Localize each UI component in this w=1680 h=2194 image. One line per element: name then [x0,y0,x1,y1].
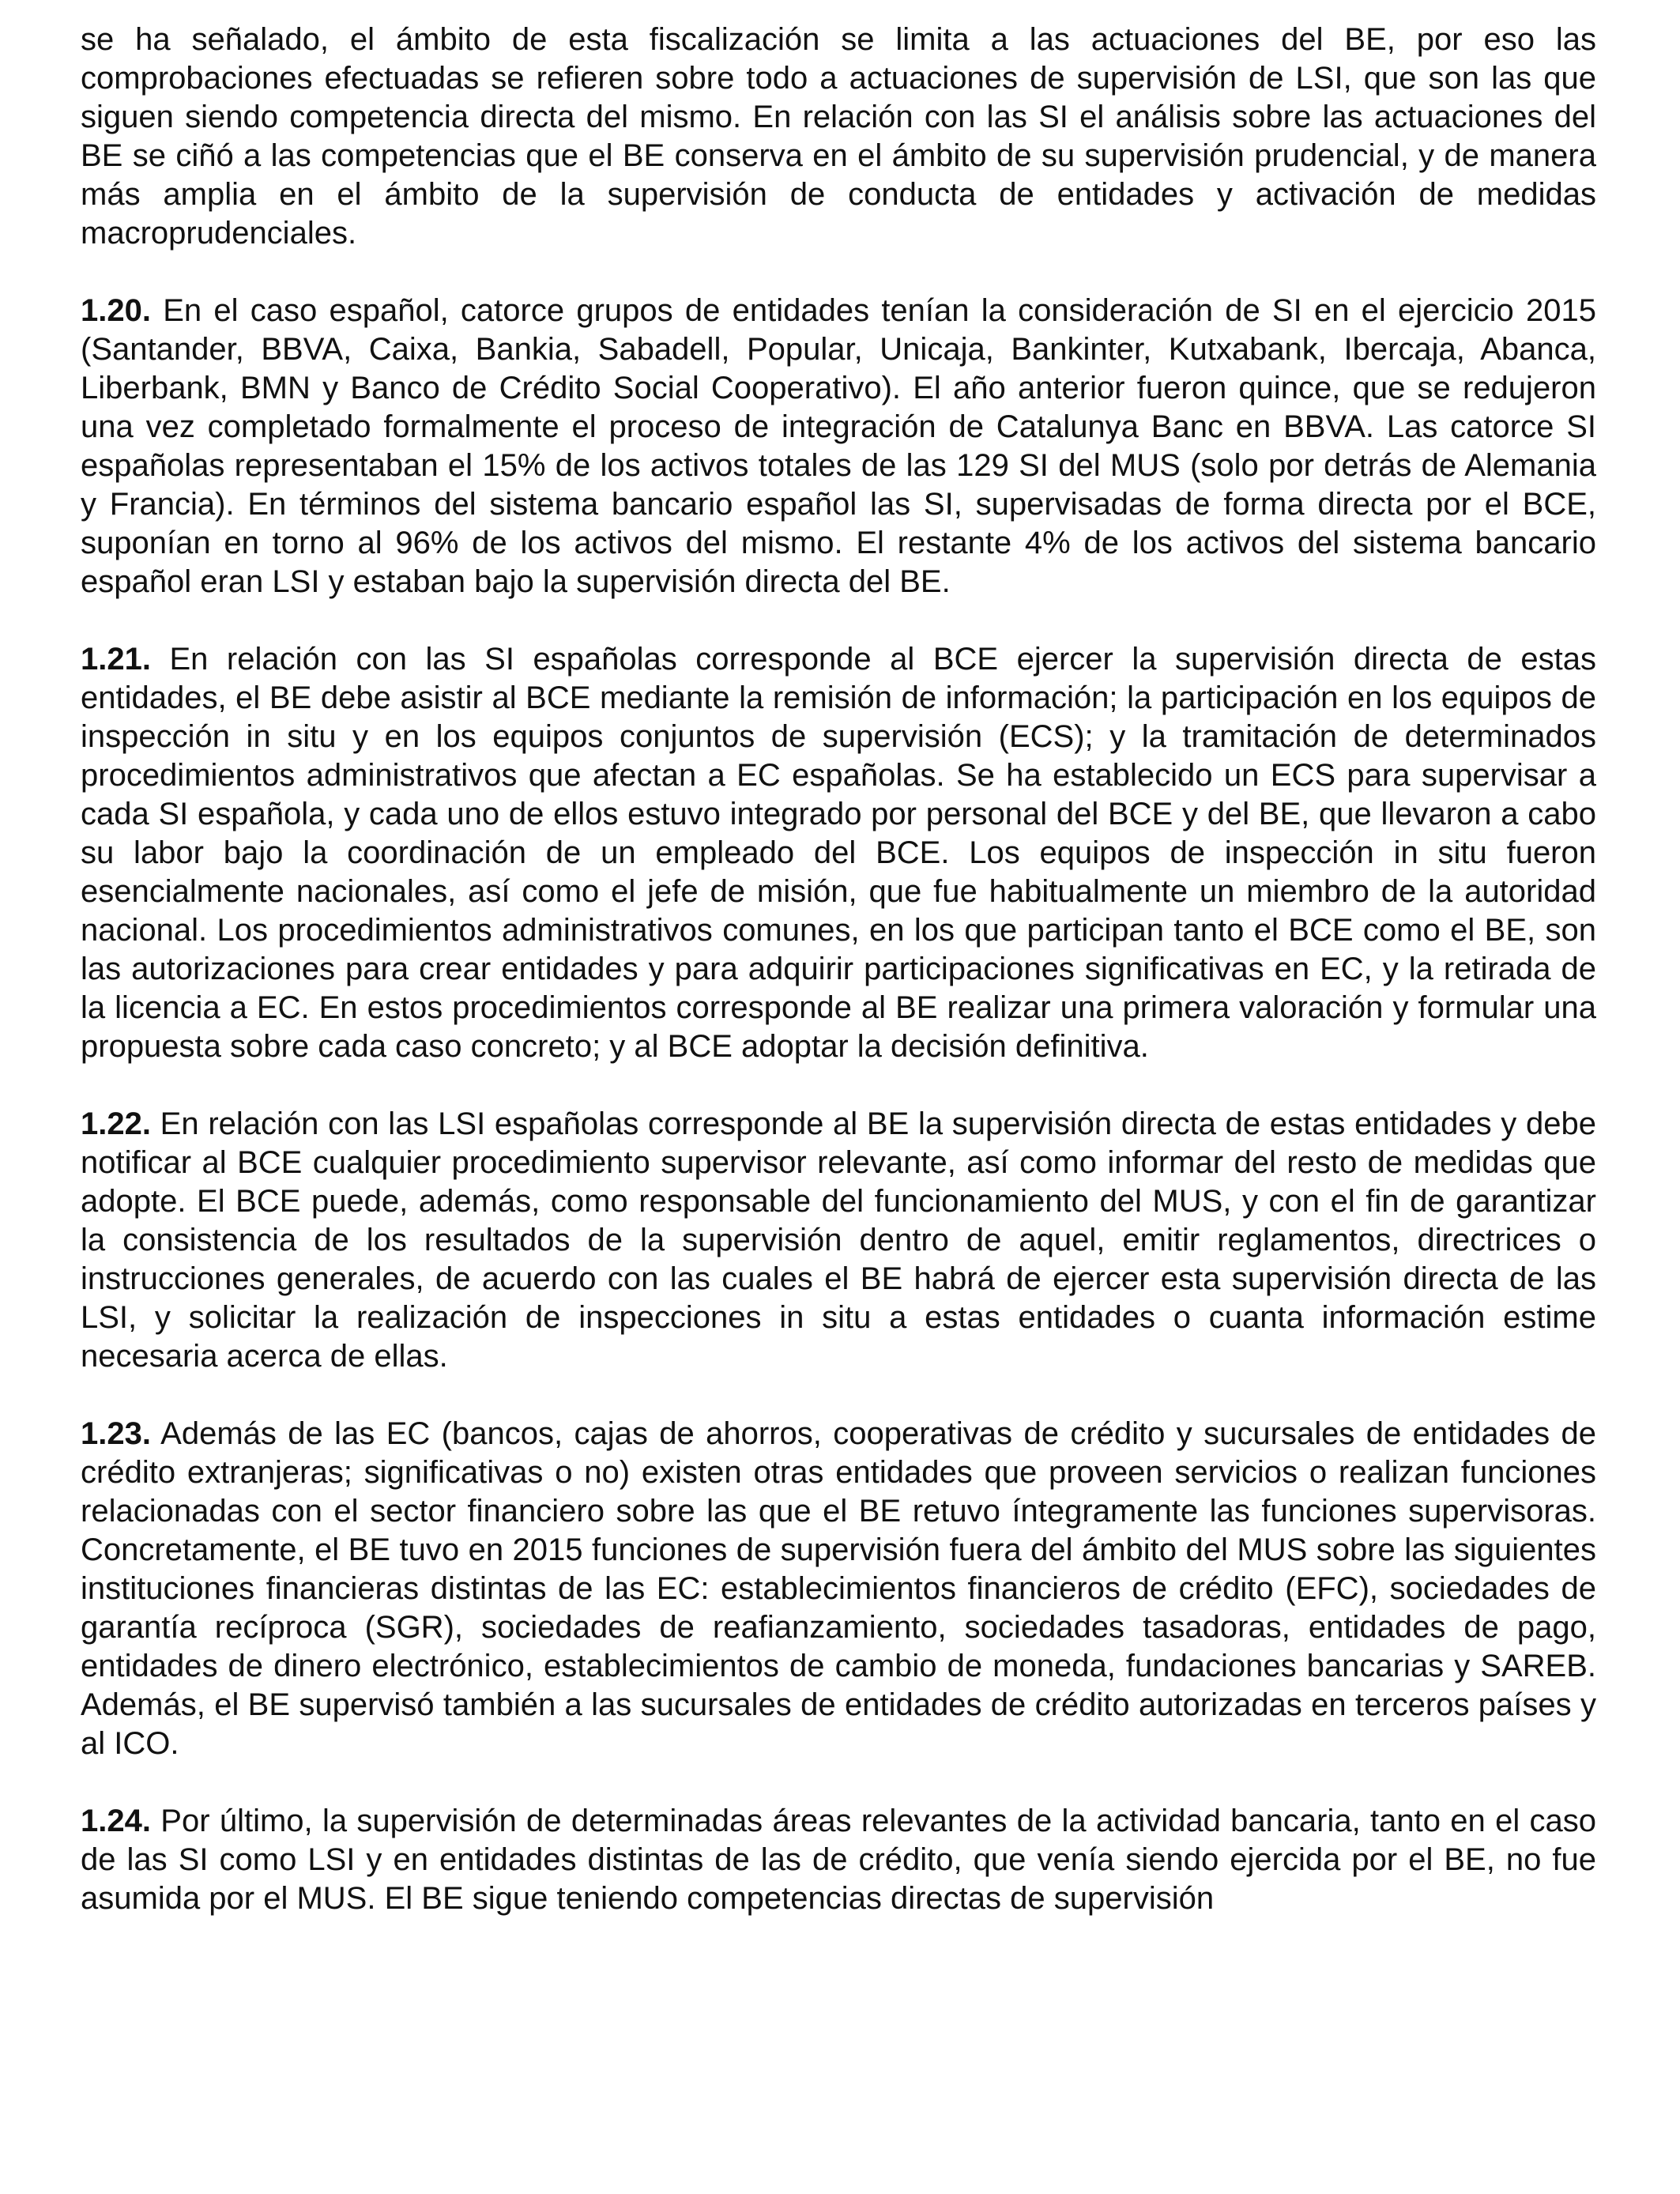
paragraph-text: Además de las EC (bancos, cajas de ahorros, cooperativas de crédito y sucursales de entidades de crédito extranjeras; significativas o no) existen otras entidades que proveen servicios o realizan funciones relacionadas con el sector financiero sobre las que el BE retuvo íntegramente las funciones supervisoras. Concretamente, el BE tuvo en 2015 funciones de supervisión fuera del ámbito del MUS sobre las siguientes instituciones financieras distintas de las EC: establecimientos financieros de crédito (EFC), sociedades de garantía recíproca (SGR), sociedades de reafianzamiento, sociedades tasadoras, entidades de pago, entidades de dinero electrónico, establecimientos de cambio de moneda, fundaciones bancarias y SAREB. Además, el BE supervisó también a las sucursales de entidades de crédito autorizadas en terceros países y al ICO. [81,1416,1596,1761]
paragraph-1-24 [81,1802,1596,1918]
paragraph-1-20 [81,292,1596,601]
paragraph-text: En relación con las LSI españolas corresponde al BE la supervisión directa de estas entidades y debe notificar al BCE cualquier procedimiento supervisor relevante, así como informar del resto de medidas que adopte. El BCE puede, además, como responsable del funcionamiento del MUS, y con el fin de garantizar la consistencia de los resultados de la supervisión dentro de aquel, emitir reglamentos, directrices o instrucciones generales, de acuerdo con las cuales el BE habrá de ejercer esta supervisión directa de las LSI, y solicitar la realización de inspecciones in situ a estas entidades o cuanta información estime necesaria acerca de ellas. [81,1106,1596,1374]
document-page [81,21,1596,1918]
paragraph-intro [81,21,1596,253]
paragraph-text: se ha señalado, el ámbito de esta fiscalización se limita a las actuaciones del BE, por eso las comprobaciones efectuadas se refieren sobre todo a actuaciones de supervisión de LSI, que son las que siguen siendo competencia directa del mismo. En relación con las SI el análisis sobre las actuaciones del BE se ciñó a las competencias que el BE conserva en el ámbito de su supervisión prudencial, y de manera más amplia en el ámbito de la supervisión de conducta de entidades y activación de medidas macroprudenciales. [81,22,1596,251]
paragraph-number: 1.22. [81,1106,151,1141]
paragraph-text: En relación con las SI españolas corresponde al BCE ejercer la supervisión directa de estas entidades, el BE debe asistir al BCE mediante la remisión de información; la participación en los equipos de inspección in situ y en los equipos conjuntos de supervisión (ECS); y la tramitación de determinados procedimientos administrativos que afectan a EC españolas. Se ha establecido un ECS para supervisar a cada SI española, y cada uno de ellos estuvo integrado por personal del BCE y del BE, que llevaron a cabo su labor bajo la coordinación de un empleado del BCE. Los equipos de inspección in situ fueron esencialmente nacionales, así como el jefe de misión, que fue habitualmente un miembro de la autoridad nacional. Los procedimientos administrativos comunes, en los que participan tanto el BCE como el BE, son las autorizaciones para crear entidades y para adquirir participaciones significativas en EC, y la retirada de la licencia a EC. En estos procedimientos corresponde al BE realizar una primera valoración y formular una propuesta sobre cada caso concreto; y al BCE adoptar la decisión definitiva. [81,642,1596,1064]
paragraph-1-22 [81,1105,1596,1376]
paragraph-number: 1.24. [81,1804,151,1838]
paragraph-1-23 [81,1415,1596,1763]
paragraph-1-21 [81,640,1596,1066]
paragraph-number: 1.21. [81,642,151,677]
paragraph-number: 1.20. [81,293,151,328]
paragraph-number: 1.23. [81,1416,151,1451]
paragraph-text: En el caso español, catorce grupos de entidades tenían la consideración de SI en el ejercicio 2015 (Santander, BBVA, Caixa, Bankia, Sabadell, Popular, Unicaja, Bankinter, Kutxabank, Ibercaja, Abanca, Liberbank, BMN y Banco de Crédito Social Cooperativo). El año anterior fueron quince, que se redujeron una vez completado formalmente el proceso de integración de Catalunya Banc en BBVA. Las catorce SI españolas representaban el 15% de los activos totales de las 129 SI del MUS (solo por detrás de Alemania y Francia). En términos del sistema bancario español las SI, supervisadas de forma directa por el BCE, suponían en torno al 96% de los activos del mismo. El restante 4% de los activos del sistema bancario español eran LSI y estaban bajo la supervisión directa del BE. [81,293,1596,599]
paragraph-text: Por último, la supervisión de determinadas áreas relevantes de la actividad bancaria, tanto en el caso de las SI como LSI y en entidades distintas de las de crédito, que venía siendo ejercida por el BE, no fue asumida por el MUS. El BE sigue teniendo competencias directas de supervisión [81,1804,1596,1916]
